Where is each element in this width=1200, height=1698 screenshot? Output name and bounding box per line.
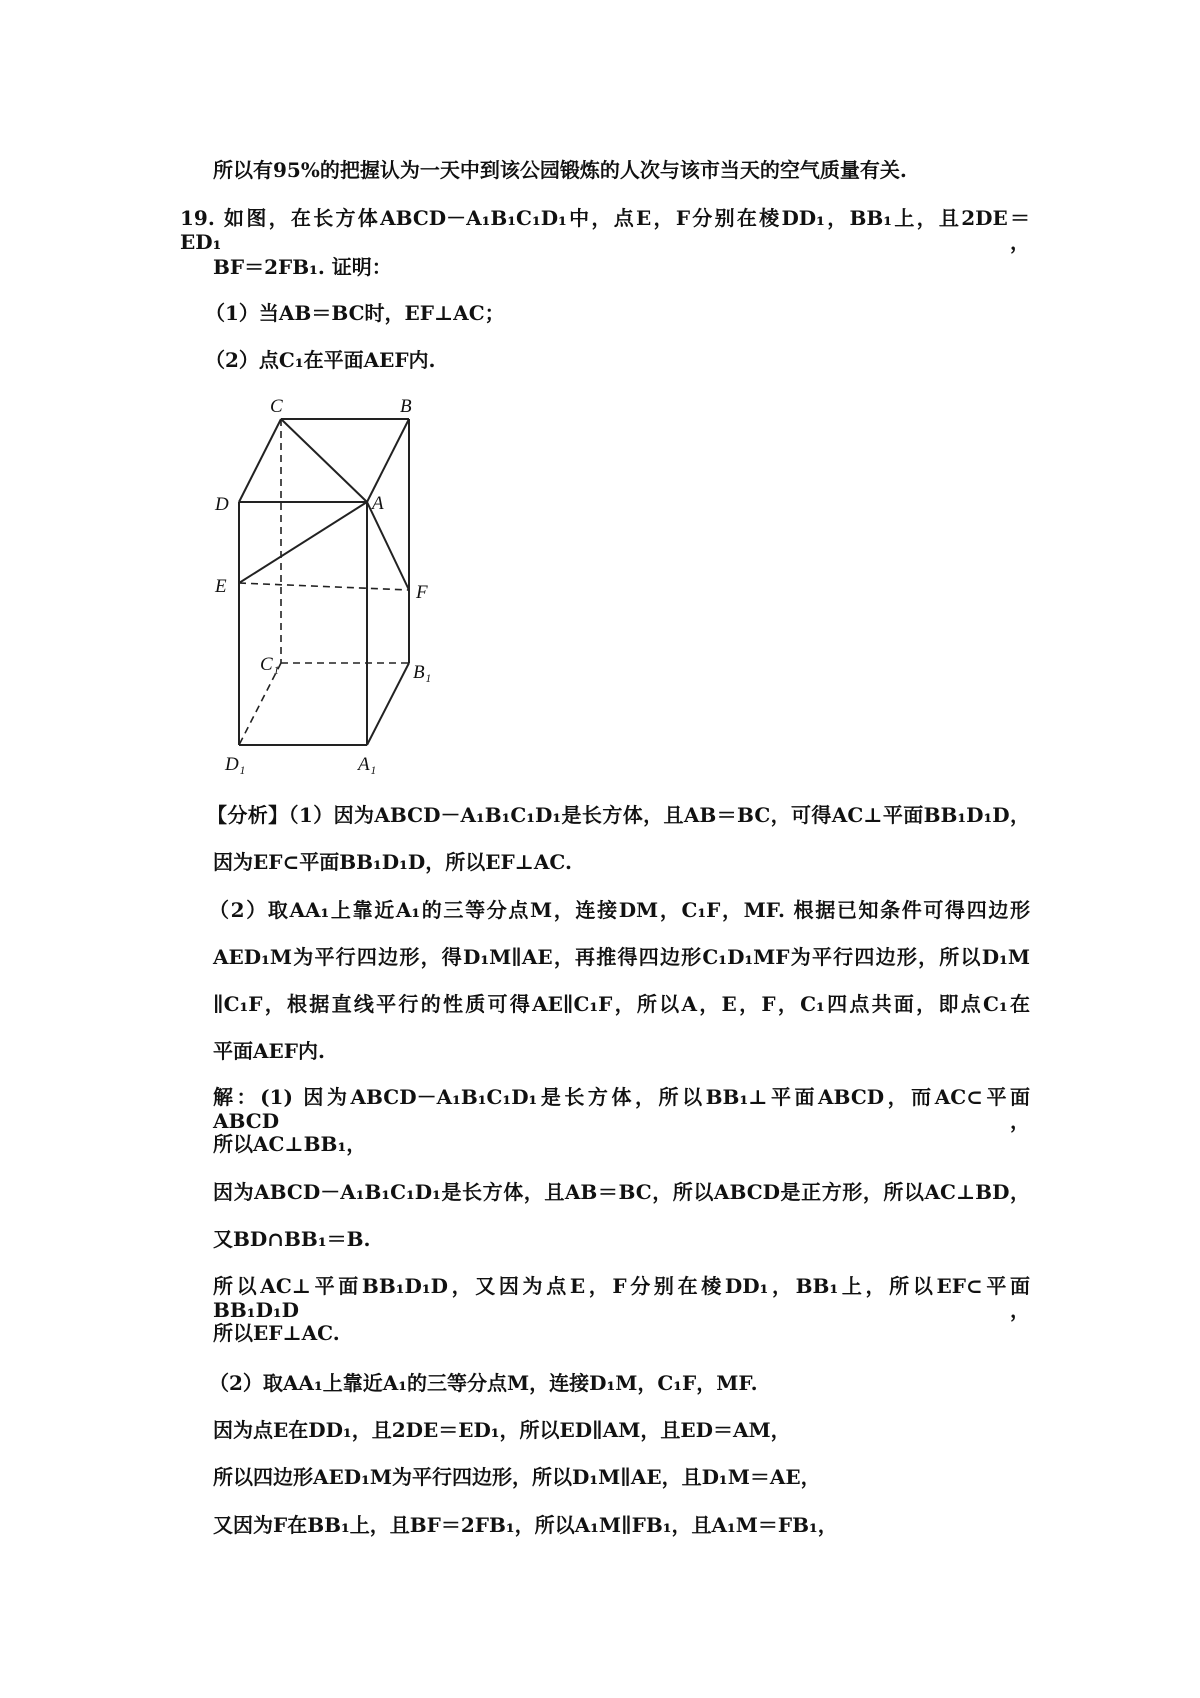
label-c1: C₁ bbox=[260, 654, 280, 675]
label-f: F bbox=[416, 582, 428, 603]
problem-statement-cont: BF＝2FB₁. 证明： bbox=[213, 255, 392, 279]
problem-part-1: （1）当AB＝BC时，EF⊥AC； bbox=[205, 301, 505, 325]
label-d1: D₁ bbox=[225, 754, 246, 775]
diagonal-ca bbox=[281, 419, 367, 502]
edge-ba bbox=[367, 419, 409, 502]
label-e: E bbox=[215, 576, 227, 597]
analysis-line: 因为EF⊂平面BB₁D₁D，所以EF⊥AC. bbox=[213, 850, 572, 874]
label-a1: A₁ bbox=[358, 754, 377, 775]
solution-line: 因为点E在DD₁，且2DE＝ED₁，所以ED∥AM，且ED＝AM， bbox=[213, 1418, 791, 1442]
problem-part-2: （2）点C₁在平面AEF内. bbox=[205, 348, 436, 372]
solution-line: 又BD∩BB₁＝B. bbox=[213, 1227, 371, 1251]
analysis-line: ∥C₁F，根据直线平行的性质可得AE∥C₁F，所以A，E，F，C₁四点共面，即点C₁在 bbox=[213, 992, 1030, 1016]
label-d: D bbox=[215, 494, 229, 515]
solution-line: 所以四边形AED₁M为平行四边形，所以D₁M∥AE，且D₁M＝AE， bbox=[213, 1465, 821, 1489]
label-c: C bbox=[270, 396, 283, 417]
solution-line: 所以EF⊥AC. bbox=[213, 1321, 340, 1345]
solution-line: 又因为F在BB₁上，且BF＝2FB₁，所以A₁M∥FB₁，且A₁M＝FB₁， bbox=[213, 1513, 838, 1537]
edge-a1b1 bbox=[367, 663, 409, 745]
analysis-line: 平面AEF内. bbox=[213, 1039, 325, 1063]
label-b: B bbox=[400, 396, 412, 417]
hidden-edge-c1d1 bbox=[239, 663, 281, 745]
hidden-segment-ef bbox=[239, 583, 409, 590]
label-a: A bbox=[372, 493, 384, 514]
solution-line: 因为ABCD－A₁B₁C₁D₁是长方体，且AB＝BC，所以ABCD是正方形，所以AC⊥BD， bbox=[213, 1180, 1030, 1204]
analysis-line: 【分析】（1）因为ABCD－A₁B₁C₁D₁是长方体，且AB＝BC，可得AC⊥平面BB₁D₁D， bbox=[207, 803, 1030, 827]
label-b1: B₁ bbox=[413, 662, 432, 683]
solution-line: （2）取AA₁上靠近A₁的三等分点M，连接D₁M，C₁F，MF. bbox=[209, 1371, 758, 1395]
solution-line: 所以AC⊥BB₁， bbox=[213, 1132, 367, 1156]
edge-cd bbox=[239, 419, 281, 502]
problem-statement: 19. 如图，在长方体ABCD－A₁B₁C₁D₁中，点E，F分别在棱DD₁，BB₁上，且2DE＝ED₁， bbox=[180, 206, 1030, 254]
segment-af bbox=[367, 502, 409, 590]
solution-line: 解：(1) 因为ABCD－A₁B₁C₁D₁是长方体，所以BB₁⊥平面ABCD，而AC⊂平面ABCD， bbox=[213, 1085, 1030, 1133]
solution-line: 所以AC⊥平面BB₁D₁D，又因为点E，F分别在棱DD₁，BB₁上，所以EF⊂平面BB₁D₁D， bbox=[213, 1274, 1030, 1322]
previous-conclusion: 所以有95%的把握认为一天中到该公园锻炼的人次与该市当天的空气质量有关. bbox=[213, 158, 907, 182]
segment-ae bbox=[239, 502, 367, 583]
analysis-line: AED₁M为平行四边形，得D₁M∥AE，再推得四边形C₁D₁MF为平行四边形，所以D₁M bbox=[213, 945, 1030, 969]
analysis-line: （2）取AA₁上靠近A₁的三等分点M，连接DM，C₁F，MF. 根据已知条件可得四边形 bbox=[209, 898, 1030, 922]
